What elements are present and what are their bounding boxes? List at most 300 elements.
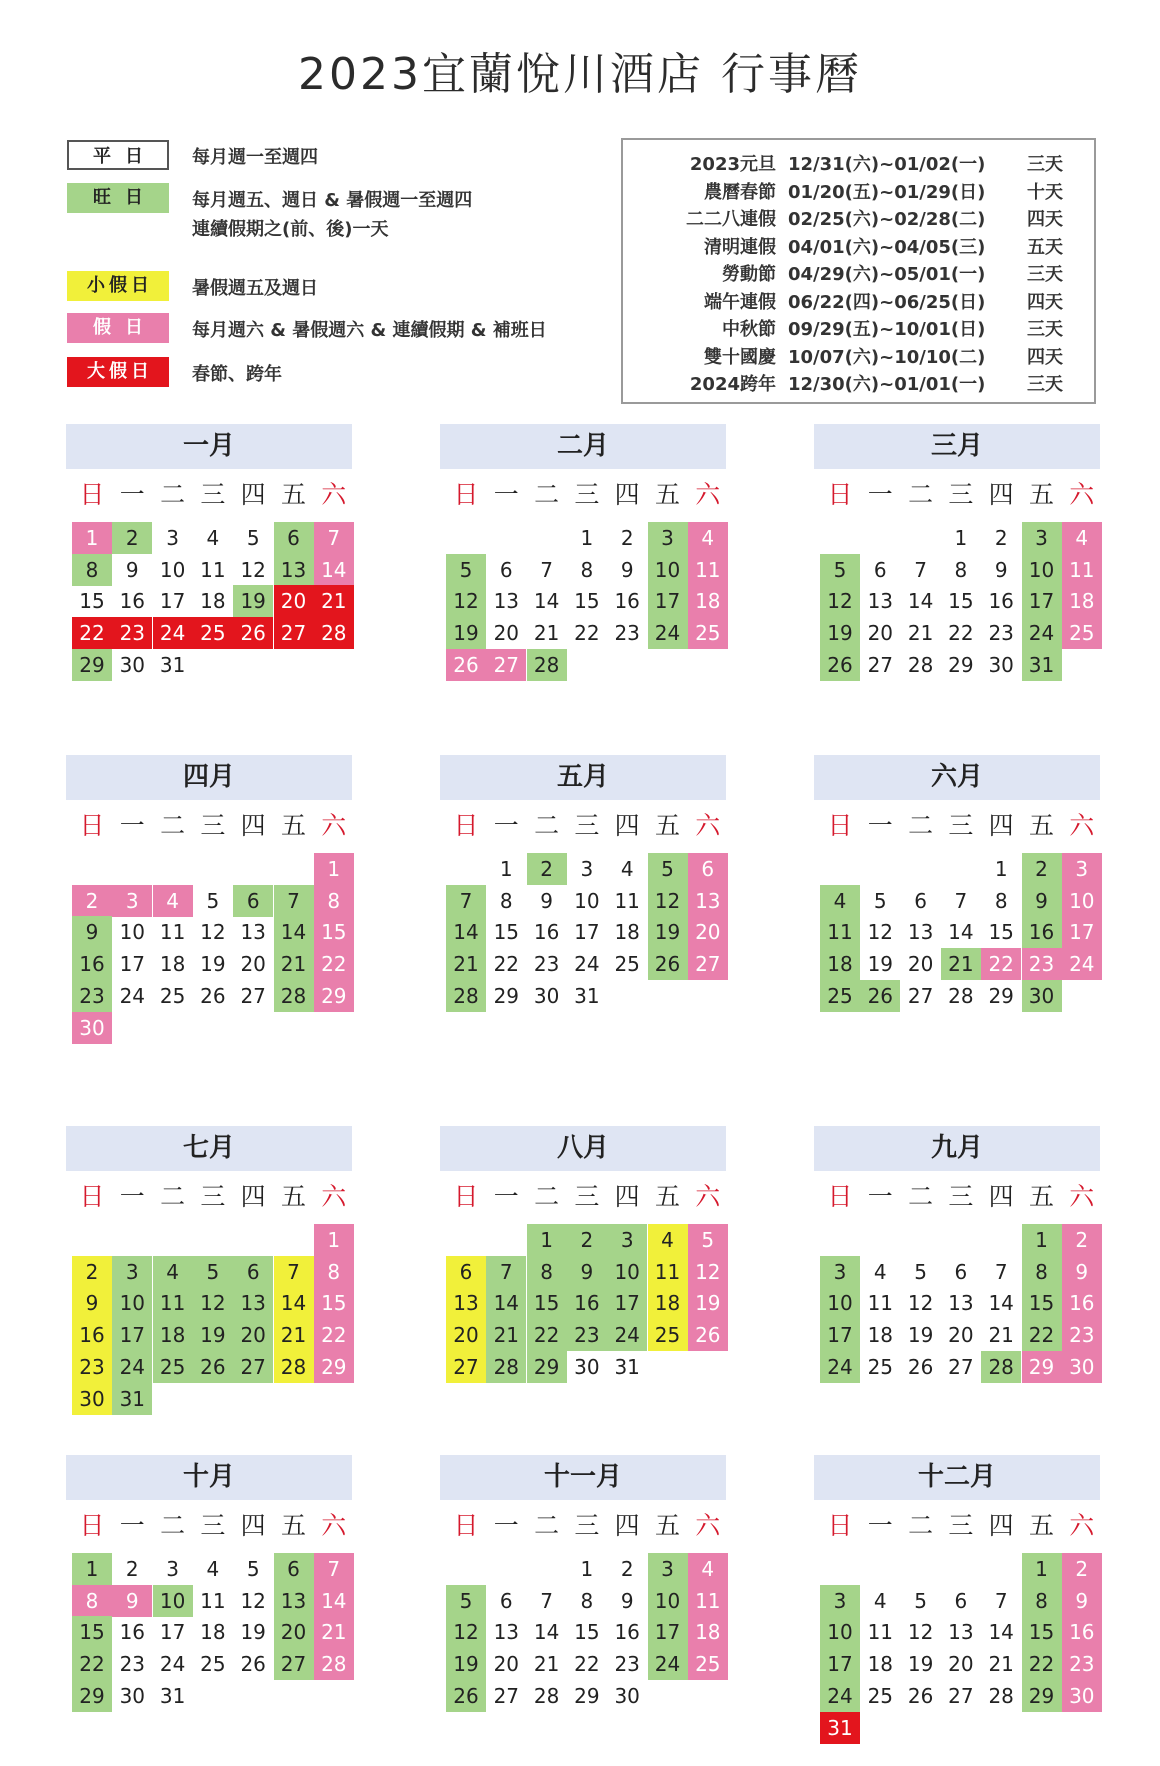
day-cell: 22 bbox=[314, 948, 354, 980]
day-cell: 16 bbox=[988, 589, 1014, 614]
day-cell: 15 bbox=[72, 1616, 112, 1648]
day-cell: 31 bbox=[820, 1712, 860, 1744]
day-cell: 22 bbox=[948, 621, 974, 646]
holiday-range: 01/20(五)~01/29(日) bbox=[788, 181, 986, 203]
day-cell: 25 bbox=[159, 983, 186, 1008]
day-cell: 20 bbox=[867, 621, 894, 646]
day-cell: 5 bbox=[914, 1588, 927, 1613]
month-header: 十二月 bbox=[814, 1455, 1100, 1500]
day-cell: 20 bbox=[493, 1652, 520, 1677]
day-cell: 20 bbox=[240, 952, 266, 977]
day-cell: 30 bbox=[533, 983, 560, 1008]
day-cell: 16 bbox=[1062, 1616, 1102, 1648]
day-cell: 9 bbox=[72, 1287, 112, 1319]
day-cell: 15 bbox=[314, 1287, 354, 1319]
day-cell: 16 bbox=[72, 1319, 112, 1351]
day-cell: 20 bbox=[274, 585, 314, 617]
day-cell: 6 bbox=[274, 522, 314, 554]
day-cell: 2 bbox=[620, 526, 634, 550]
day-cell: 29 bbox=[948, 652, 974, 677]
weekday-label: 六 bbox=[695, 480, 721, 509]
day-cell: 14 bbox=[314, 1585, 354, 1617]
day-cell: 25 bbox=[200, 1652, 226, 1677]
weekday-label: 三 bbox=[200, 1182, 226, 1211]
weekday-label: 日 bbox=[827, 1511, 853, 1540]
day-cell: 26 bbox=[240, 1652, 266, 1677]
day-cell: 9 bbox=[620, 1588, 634, 1613]
weekday-label: 二 bbox=[908, 1511, 934, 1540]
day-cell: 28 bbox=[907, 652, 934, 677]
holiday-range: 04/29(六)~05/01(一) bbox=[788, 264, 986, 285]
weekday-label: 二 bbox=[908, 1182, 934, 1211]
day-cell: 21 bbox=[533, 1652, 560, 1677]
day-cell: 21 bbox=[941, 948, 981, 980]
day-cell: 4 bbox=[206, 526, 220, 550]
holiday-range: 04/01(六)~04/05(三) bbox=[788, 236, 986, 258]
holiday-duration: 四天 bbox=[1027, 346, 1063, 368]
weekday-label: 二 bbox=[534, 1182, 560, 1211]
weekday-label: 二 bbox=[534, 811, 560, 840]
day-cell: 3 bbox=[1022, 522, 1062, 554]
weekday-label: 四 bbox=[240, 480, 266, 509]
day-cell: 29 bbox=[1022, 1351, 1062, 1383]
day-cell: 27 bbox=[493, 1683, 520, 1708]
holiday-name: 2024跨年 bbox=[689, 374, 776, 395]
day-cell: 17 bbox=[1022, 585, 1062, 617]
day-cell: 4 bbox=[620, 857, 634, 881]
day-cell: 17 bbox=[648, 1616, 688, 1648]
day-cell: 6 bbox=[499, 1588, 513, 1613]
day-cell: 7 bbox=[994, 1588, 1008, 1613]
day-cell: 28 bbox=[948, 983, 974, 1008]
day-cell: 8 bbox=[527, 1256, 567, 1288]
day-cell: 2 bbox=[1022, 853, 1062, 885]
day-cell: 18 bbox=[867, 1323, 894, 1348]
day-cell: 22 bbox=[574, 621, 600, 646]
weekday-label: 五 bbox=[654, 480, 680, 509]
day-cell: 4 bbox=[153, 1256, 193, 1288]
day-cell: 5 bbox=[206, 888, 220, 913]
day-cell: 1 bbox=[499, 857, 513, 881]
day-cell: 6 bbox=[274, 1553, 314, 1585]
day-cell: 9 bbox=[1022, 885, 1062, 917]
day-cell: 29 bbox=[72, 649, 112, 681]
day-cell: 6 bbox=[688, 853, 728, 885]
holiday-name: 2023元旦 bbox=[689, 154, 776, 175]
holiday-range: 12/31(六)~01/02(一) bbox=[788, 154, 986, 175]
day-cell: 18 bbox=[648, 1287, 688, 1319]
day-cell: 21 bbox=[988, 1652, 1014, 1677]
day-cell: 10 bbox=[574, 888, 600, 913]
day-cell: 8 bbox=[954, 557, 968, 582]
weekday-label: 一 bbox=[867, 811, 893, 840]
holiday-range: 02/25(六)~02/28(二) bbox=[788, 209, 986, 230]
day-cell: 16 bbox=[119, 1620, 146, 1645]
weekday-label: 六 bbox=[321, 1182, 347, 1211]
day-cell: 3 bbox=[607, 1224, 647, 1256]
day-cell: 15 bbox=[527, 1287, 567, 1319]
day-cell: 23 bbox=[988, 621, 1014, 646]
weekday-label: 三 bbox=[200, 811, 226, 840]
day-cell: 5 bbox=[914, 1259, 927, 1284]
weekday-label: 一 bbox=[867, 480, 893, 509]
day-cell: 10 bbox=[112, 1287, 152, 1319]
day-cell: 28 bbox=[314, 617, 354, 649]
day-cell: 13 bbox=[493, 589, 520, 614]
day-cell: 20 bbox=[948, 1652, 974, 1677]
day-cell: 2 bbox=[72, 1256, 112, 1288]
holiday-duration: 三天 bbox=[1027, 154, 1063, 175]
day-cell: 17 bbox=[159, 1620, 186, 1645]
day-cell: 23 bbox=[567, 1319, 607, 1351]
weekday-label: 六 bbox=[1069, 811, 1095, 840]
weekday-label: 日 bbox=[827, 480, 853, 509]
day-cell: 6 bbox=[446, 1256, 486, 1288]
day-cell: 21 bbox=[314, 585, 354, 617]
day-cell: 28 bbox=[274, 980, 314, 1012]
day-cell: 29 bbox=[527, 1351, 567, 1383]
holiday-row bbox=[623, 150, 1098, 177]
day-cell: 8 bbox=[994, 888, 1008, 913]
day-cell: 30 bbox=[72, 1383, 112, 1415]
day-cell: 3 bbox=[1062, 853, 1102, 885]
day-cell: 6 bbox=[954, 1259, 968, 1284]
day-cell: 6 bbox=[499, 557, 513, 582]
day-cell: 28 bbox=[486, 1351, 526, 1383]
day-cell: 7 bbox=[540, 557, 553, 582]
day-cell: 26 bbox=[233, 617, 273, 649]
weekday-label: 四 bbox=[614, 811, 640, 840]
day-cell: 31 bbox=[112, 1383, 152, 1415]
day-cell: 8 bbox=[314, 885, 354, 917]
day-cell: 21 bbox=[274, 948, 314, 980]
day-cell: 14 bbox=[446, 916, 486, 948]
day-cell: 15 bbox=[1022, 1287, 1062, 1319]
day-cell: 17 bbox=[820, 1319, 860, 1351]
day-cell: 2 bbox=[125, 1557, 139, 1581]
day-cell: 17 bbox=[574, 920, 600, 945]
holiday-name: 勞動節 bbox=[722, 264, 776, 285]
holiday-duration: 三天 bbox=[1027, 319, 1063, 340]
weekday-label: 五 bbox=[280, 811, 306, 840]
day-cell: 24 bbox=[648, 617, 688, 649]
weekday-label: 四 bbox=[240, 1182, 266, 1211]
day-cell: 30 bbox=[72, 1012, 112, 1044]
day-cell: 3 bbox=[166, 1557, 179, 1581]
weekday-label: 二 bbox=[160, 1182, 186, 1211]
day-cell: 17 bbox=[1062, 916, 1102, 948]
holiday-row bbox=[623, 233, 1098, 260]
day-cell: 14 bbox=[948, 920, 974, 945]
weekday-label: 四 bbox=[614, 1182, 640, 1211]
day-cell: 4 bbox=[820, 885, 860, 917]
day-cell: 4 bbox=[153, 885, 193, 917]
legend-badge: 假日 bbox=[67, 313, 169, 343]
day-cell: 22 bbox=[1022, 1319, 1062, 1351]
day-cell: 5 bbox=[446, 1585, 486, 1617]
weekday-label: 日 bbox=[453, 1511, 479, 1540]
holiday-row bbox=[623, 205, 1098, 232]
day-cell: 9 bbox=[567, 1256, 607, 1288]
day-cell: 31 bbox=[159, 1683, 186, 1708]
day-cell: 6 bbox=[914, 888, 927, 913]
weekday-label: 一 bbox=[493, 811, 519, 840]
day-cell: 22 bbox=[72, 1648, 112, 1680]
day-cell: 19 bbox=[446, 1648, 486, 1680]
weekday-label: 五 bbox=[280, 1182, 306, 1211]
weekday-label: 二 bbox=[160, 811, 186, 840]
month-header: 七月 bbox=[66, 1126, 352, 1171]
day-cell: 27 bbox=[948, 1354, 974, 1379]
day-cell: 7 bbox=[274, 885, 314, 917]
weekday-label: 一 bbox=[119, 480, 145, 509]
day-cell: 1 bbox=[314, 853, 354, 885]
day-cell: 28 bbox=[981, 1351, 1021, 1383]
day-cell: 30 bbox=[1062, 1351, 1102, 1383]
legend-badge: 旺日 bbox=[67, 183, 169, 213]
day-cell: 22 bbox=[72, 617, 112, 649]
day-cell: 16 bbox=[119, 589, 146, 614]
month-header: 三月 bbox=[814, 424, 1100, 469]
day-cell: 20 bbox=[688, 916, 728, 948]
weekday-label: 六 bbox=[695, 1511, 721, 1540]
weekday-label: 六 bbox=[1069, 1182, 1095, 1211]
day-cell: 19 bbox=[240, 1620, 266, 1645]
weekday-label: 一 bbox=[867, 1511, 893, 1540]
day-cell: 7 bbox=[954, 888, 968, 913]
day-cell: 30 bbox=[574, 1354, 600, 1379]
weekday-label: 四 bbox=[240, 1511, 266, 1540]
day-cell: 12 bbox=[240, 1588, 266, 1613]
day-cell: 22 bbox=[1022, 1648, 1062, 1680]
day-cell: 20 bbox=[948, 1323, 974, 1348]
day-cell: 3 bbox=[112, 1256, 152, 1288]
holiday-name: 農曆春節 bbox=[704, 181, 776, 203]
day-cell: 18 bbox=[867, 1652, 894, 1677]
month-header: 二月 bbox=[440, 424, 726, 469]
day-cell: 7 bbox=[994, 1259, 1008, 1284]
weekday-label: 三 bbox=[948, 811, 974, 840]
day-cell: 8 bbox=[72, 1585, 112, 1617]
day-cell: 12 bbox=[688, 1256, 728, 1288]
day-cell: 25 bbox=[820, 980, 860, 1012]
day-cell: 1 bbox=[994, 857, 1008, 881]
day-cell: 7 bbox=[446, 885, 486, 917]
day-cell: 2 bbox=[72, 885, 112, 917]
weekday-label: 六 bbox=[695, 811, 721, 840]
day-cell: 12 bbox=[907, 1620, 934, 1645]
weekday-label: 五 bbox=[280, 480, 306, 509]
weekday-label: 五 bbox=[280, 1511, 306, 1540]
day-cell: 27 bbox=[867, 652, 894, 677]
day-cell: 29 bbox=[72, 1680, 112, 1712]
day-cell: 11 bbox=[200, 557, 226, 582]
page-title: 2023宜蘭悅川酒店 行事曆 bbox=[298, 49, 862, 100]
holiday-row bbox=[623, 315, 1098, 342]
day-cell: 17 bbox=[159, 589, 186, 614]
day-cell: 19 bbox=[193, 1319, 233, 1351]
day-cell: 27 bbox=[233, 1351, 273, 1383]
day-cell: 28 bbox=[527, 649, 567, 681]
month-header: 五月 bbox=[440, 755, 726, 800]
day-cell: 12 bbox=[446, 1616, 486, 1648]
day-cell: 24 bbox=[607, 1319, 647, 1351]
weekday-label: 一 bbox=[493, 1182, 519, 1211]
day-cell: 27 bbox=[274, 617, 314, 649]
day-cell: 10 bbox=[607, 1256, 647, 1288]
weekday-label: 六 bbox=[321, 1511, 347, 1540]
holiday-duration: 三天 bbox=[1027, 374, 1063, 395]
day-cell: 20 bbox=[907, 952, 934, 977]
day-cell: 20 bbox=[233, 1319, 273, 1351]
day-cell: 12 bbox=[240, 557, 266, 582]
weekday-label: 五 bbox=[1028, 480, 1054, 509]
day-cell: 27 bbox=[948, 1683, 974, 1708]
day-cell: 21 bbox=[314, 1616, 354, 1648]
holiday-row bbox=[623, 343, 1098, 370]
holiday-list bbox=[621, 138, 1096, 404]
day-cell: 25 bbox=[867, 1354, 894, 1379]
day-cell: 13 bbox=[867, 589, 894, 614]
day-cell: 19 bbox=[233, 585, 273, 617]
day-cell: 11 bbox=[867, 1291, 894, 1316]
weekday-label: 三 bbox=[200, 1511, 226, 1540]
day-cell: 1 bbox=[1022, 1224, 1062, 1256]
holiday-name: 二二八連假 bbox=[686, 209, 776, 230]
day-cell: 5 bbox=[873, 888, 887, 913]
day-cell: 30 bbox=[988, 652, 1014, 677]
day-cell: 11 bbox=[648, 1256, 688, 1288]
day-cell: 27 bbox=[688, 948, 728, 980]
day-cell: 30 bbox=[1062, 1680, 1102, 1712]
weekday-label: 二 bbox=[908, 811, 934, 840]
weekday-label: 日 bbox=[453, 1182, 479, 1211]
day-cell: 8 bbox=[1022, 1256, 1062, 1288]
day-cell: 20 bbox=[493, 621, 520, 646]
day-cell: 6 bbox=[873, 557, 887, 582]
day-cell: 19 bbox=[648, 916, 688, 948]
day-cell: 27 bbox=[274, 1648, 314, 1680]
weekday-label: 日 bbox=[827, 1182, 853, 1211]
legend-description-line: 春節、跨年 bbox=[192, 364, 282, 385]
day-cell: 15 bbox=[574, 589, 600, 614]
holiday-row bbox=[623, 260, 1098, 287]
day-cell: 28 bbox=[988, 1683, 1014, 1708]
day-cell: 18 bbox=[614, 920, 640, 945]
day-cell: 14 bbox=[486, 1287, 526, 1319]
day-cell: 26 bbox=[193, 1351, 233, 1383]
weekday-label: 五 bbox=[1028, 1511, 1054, 1540]
holiday-row bbox=[623, 288, 1098, 315]
day-cell: 15 bbox=[1022, 1616, 1062, 1648]
day-cell: 1 bbox=[580, 1557, 594, 1581]
day-cell: 23 bbox=[112, 617, 152, 649]
day-cell: 16 bbox=[533, 920, 560, 945]
day-cell: 13 bbox=[948, 1620, 974, 1645]
weekday-label: 四 bbox=[988, 1182, 1014, 1211]
day-cell: 15 bbox=[493, 920, 520, 945]
holiday-name: 清明連假 bbox=[704, 236, 776, 258]
month-header: 八月 bbox=[440, 1126, 726, 1171]
day-cell: 28 bbox=[446, 980, 486, 1012]
legend-description-line: 每月週六 & 暑假週六 & 連續假期 & 補班日 bbox=[192, 320, 547, 341]
holiday-range: 09/29(五)~10/01(日) bbox=[788, 319, 986, 340]
day-cell: 10 bbox=[119, 920, 146, 945]
day-cell: 24 bbox=[159, 1652, 186, 1677]
weekday-label: 一 bbox=[493, 1511, 519, 1540]
weekday-label: 三 bbox=[948, 480, 974, 509]
day-cell: 20 bbox=[446, 1319, 486, 1351]
day-cell: 17 bbox=[648, 585, 688, 617]
day-cell: 5 bbox=[688, 1224, 728, 1256]
day-cell: 18 bbox=[688, 1616, 728, 1648]
day-cell: 10 bbox=[820, 1287, 860, 1319]
day-cell: 22 bbox=[574, 1652, 600, 1677]
day-cell: 23 bbox=[614, 621, 640, 646]
day-cell: 12 bbox=[200, 920, 226, 945]
day-cell: 31 bbox=[574, 983, 600, 1008]
day-cell: 2 bbox=[567, 1224, 607, 1256]
month-header: 一月 bbox=[66, 424, 352, 469]
day-cell: 29 bbox=[574, 1683, 600, 1708]
day-cell: 13 bbox=[493, 1620, 520, 1645]
day-cell: 12 bbox=[907, 1291, 934, 1316]
legend-description-line: 每月週五、週日 & 暑假週一至週四 bbox=[192, 190, 473, 211]
day-cell: 18 bbox=[159, 952, 186, 977]
weekday-label: 五 bbox=[1028, 811, 1054, 840]
weekday-label: 五 bbox=[654, 811, 680, 840]
month-header: 六月 bbox=[814, 755, 1100, 800]
weekday-label: 四 bbox=[240, 811, 266, 840]
day-cell: 18 bbox=[200, 589, 226, 614]
day-cell: 14 bbox=[274, 916, 314, 948]
day-cell: 31 bbox=[614, 1354, 640, 1379]
day-cell: 2 bbox=[112, 522, 152, 554]
day-cell: 14 bbox=[988, 1620, 1014, 1645]
day-cell: 15 bbox=[574, 1620, 600, 1645]
weekday-label: 一 bbox=[119, 1182, 145, 1211]
day-cell: 5 bbox=[246, 1557, 260, 1581]
legend-badge: 大假日 bbox=[67, 357, 169, 387]
day-cell: 23 bbox=[1062, 1648, 1102, 1680]
day-cell: 13 bbox=[948, 1291, 974, 1316]
day-cell: 13 bbox=[274, 1585, 314, 1617]
day-cell: 11 bbox=[1062, 554, 1102, 586]
day-cell: 9 bbox=[112, 1585, 152, 1617]
day-cell: 10 bbox=[648, 1585, 688, 1617]
day-cell: 9 bbox=[540, 888, 553, 913]
day-cell: 24 bbox=[820, 1680, 860, 1712]
day-cell: 9 bbox=[1062, 1256, 1102, 1288]
day-cell: 14 bbox=[274, 1287, 314, 1319]
day-cell: 18 bbox=[820, 948, 860, 980]
day-cell: 14 bbox=[533, 589, 560, 614]
day-cell: 2 bbox=[620, 1557, 634, 1581]
day-cell: 8 bbox=[580, 557, 594, 582]
day-cell: 8 bbox=[580, 1588, 594, 1613]
day-cell: 15 bbox=[948, 589, 974, 614]
day-cell: 26 bbox=[648, 948, 688, 980]
day-cell: 24 bbox=[1022, 617, 1062, 649]
day-cell: 9 bbox=[72, 916, 112, 948]
day-cell: 3 bbox=[820, 1585, 860, 1617]
day-cell: 2 bbox=[994, 526, 1008, 550]
day-cell: 13 bbox=[907, 920, 934, 945]
weekday-label: 五 bbox=[654, 1182, 680, 1211]
day-cell: 29 bbox=[314, 980, 354, 1012]
day-cell: 8 bbox=[72, 554, 112, 586]
holiday-name: 雙十國慶 bbox=[704, 346, 776, 368]
